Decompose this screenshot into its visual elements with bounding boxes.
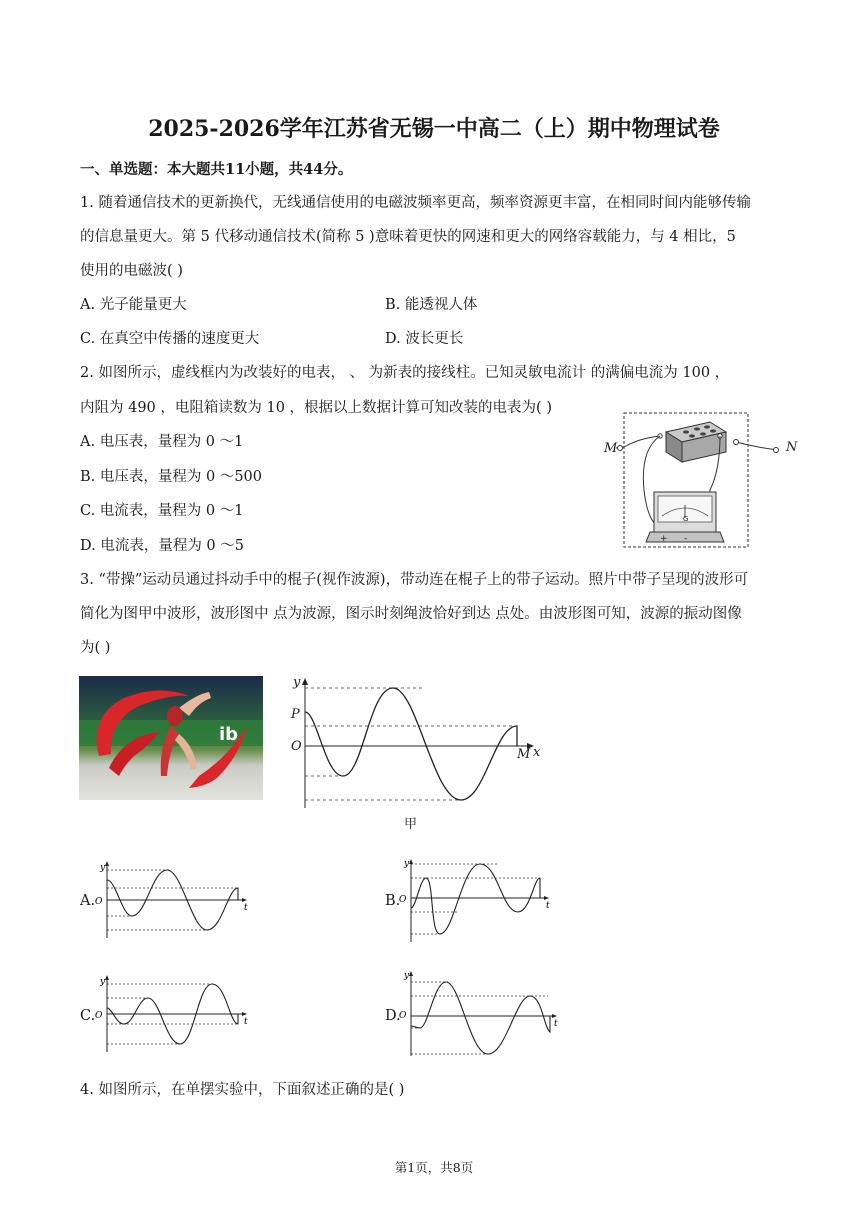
wave-caption: 甲 bbox=[404, 817, 418, 832]
page-footer: 第1页，共8页 bbox=[394, 1160, 474, 1175]
graph-a-t-label: t bbox=[244, 903, 248, 913]
q2-option-a: A. 电压表，量程为 0 ～1 bbox=[80, 434, 244, 450]
q2-option-c: C. 电流表，量程为 0 ～1 bbox=[80, 503, 244, 519]
q1-option-c: C. 在真空中传播的速度更大 bbox=[80, 331, 260, 347]
q3-option-b: B. bbox=[385, 893, 401, 909]
graph-a-o-label: O bbox=[95, 897, 103, 907]
q3-line1: 3. “带操”运动员通过抖动手中的棍子(视作波源)，带动连在棍子上的带子运动。照片中带子呈现的波形可 bbox=[80, 572, 749, 588]
page-title: 2025-2026学年江苏省无锡一中高二（上）期中物理试卷 bbox=[148, 116, 720, 142]
graph-d-y-label: y bbox=[404, 971, 410, 981]
q3-line2: 简化为图甲中波形，波形图中 点为波源，图示时刻绳波恰好到达 点处。由波形图可知，波源的振动图像 bbox=[80, 606, 742, 622]
wave-x-axis-label: x bbox=[533, 745, 541, 760]
q3-graph-d bbox=[398, 968, 568, 1060]
wave-y-axis-label: y bbox=[293, 675, 301, 690]
q2-line1: 2. 如图所示，虚线框内为改装好的电表， 、 为新表的接线柱。已知灵敏电流计 的满偏电流为 100 ， bbox=[80, 365, 730, 381]
resistance-box-icon bbox=[666, 422, 726, 462]
graph-b-y-label: y bbox=[404, 859, 410, 869]
graph-b-o-label: O bbox=[399, 895, 407, 905]
graph-b-t-label: t bbox=[546, 901, 550, 911]
graph-c-y-label: y bbox=[100, 977, 106, 987]
minus-terminal-label: - bbox=[684, 534, 688, 544]
graph-d-o-label: O bbox=[399, 1011, 407, 1021]
q2-circuit-figure bbox=[600, 410, 800, 555]
q3-option-c: C. bbox=[80, 1008, 96, 1024]
q3-option-a: A. bbox=[80, 893, 96, 909]
q1-line2: 的信息量更大。第 5 代移动通信技术(简称 5 )意味着更快的网速和更大的网络容载能力，与 4 相比，5 bbox=[80, 229, 736, 245]
terminal-m-label: M bbox=[604, 441, 618, 456]
q2-line2: 内阻为 490 ，电阻箱读数为 10 ，根据以上数据计算可知改装的电表为( ) bbox=[80, 400, 552, 416]
plus-terminal-label: + bbox=[660, 534, 668, 544]
wave-point-m-label: M bbox=[517, 747, 531, 762]
section-heading: 一、单选题：本大题共11小题，共44分。 bbox=[80, 161, 353, 178]
graph-c-t-label: t bbox=[244, 1017, 248, 1027]
q4-line1: 4. 如图所示，在单摆实验中，下面叙述正确的是( ) bbox=[80, 1082, 405, 1098]
wave-origin-label: O bbox=[291, 739, 302, 754]
q1-option-a: A. 光子能量更大 bbox=[80, 297, 187, 313]
photo-background-text: ib bbox=[219, 724, 239, 745]
graph-c-o-label: O bbox=[95, 1011, 103, 1021]
graph-a-y-label: y bbox=[100, 863, 106, 873]
q2-option-d: D. 电流表，量程为 0 ～5 bbox=[80, 538, 244, 554]
rhythmic-gymnast-photo bbox=[79, 676, 263, 800]
q3-graph-a bbox=[94, 858, 254, 948]
galvanometer-g-label: G bbox=[683, 515, 689, 523]
wave-point-p-label: P bbox=[291, 707, 300, 722]
q2-option-b: B. 电压表，量程为 0 ～500 bbox=[80, 469, 262, 485]
q3-graph-c bbox=[94, 972, 254, 1062]
q3-line3: 为( ) bbox=[80, 640, 111, 656]
wave-figure-jia bbox=[285, 674, 545, 834]
graph-d-t-label: t bbox=[554, 1019, 558, 1029]
q1-option-b: B. 能透视人体 bbox=[385, 297, 478, 313]
q1-line3: 使用的电磁波( ) bbox=[80, 263, 183, 279]
terminal-n-label: N bbox=[786, 440, 798, 455]
q3-option-d: D. bbox=[385, 1008, 401, 1024]
q3-graph-b bbox=[398, 856, 568, 946]
galvanometer-icon bbox=[646, 492, 724, 544]
q1-line1: 1. 随着通信技术的更新换代，无线通信使用的电磁波频率更高，频率资源更丰富，在相同时间内能够传输 bbox=[80, 195, 751, 211]
q1-option-d: D. 波长更长 bbox=[385, 331, 464, 347]
